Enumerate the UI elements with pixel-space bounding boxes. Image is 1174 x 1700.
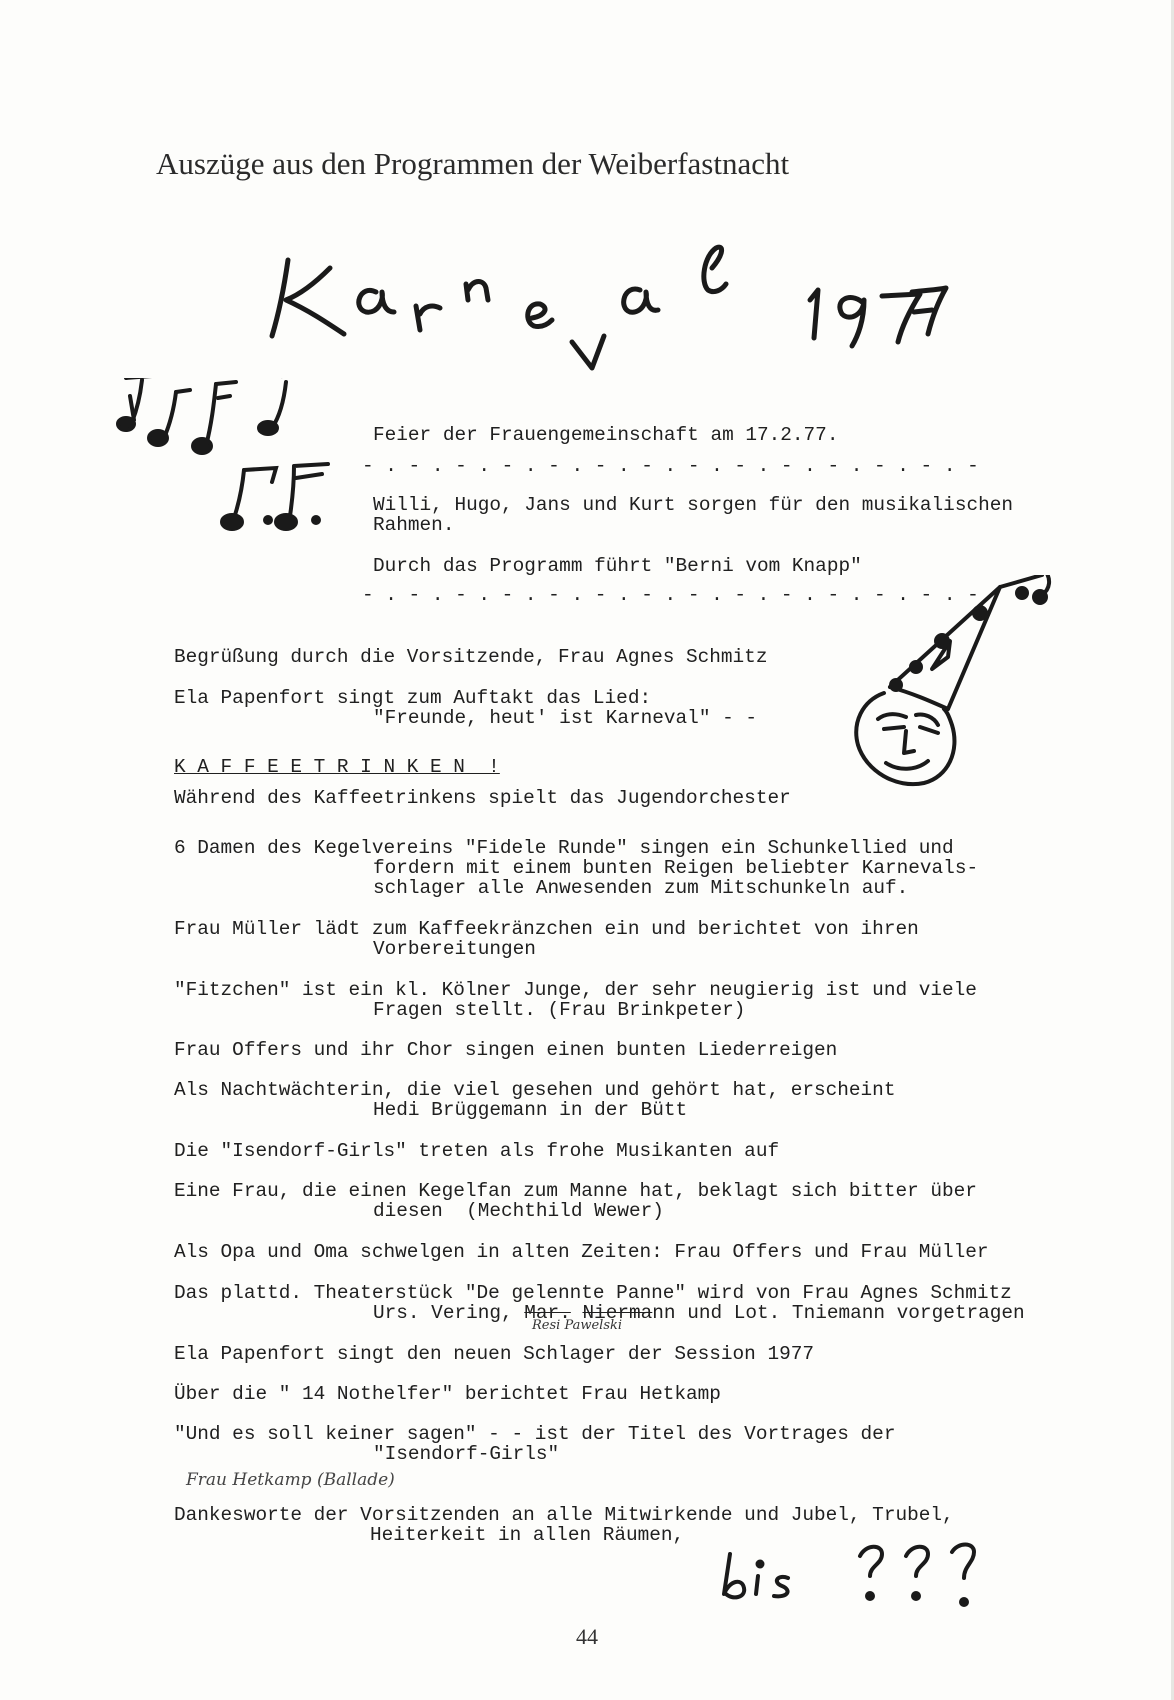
- program-danke-line-2: Heiterkeit in allen Räumen,: [370, 1524, 685, 1546]
- handwritten-margin-note: Frau Hetkamp (Ballade): [186, 1470, 395, 1490]
- struck-name-1: Mar.: [524, 1302, 571, 1324]
- program-offers: Frau Offers und ihr Chor singen einen bunten Liederreigen: [174, 1039, 838, 1061]
- program-keiner-line-1: "Und es soll keiner sagen" - - ist der Titel des Vortrages der: [174, 1423, 896, 1445]
- program-theater-line-2: [373, 1303, 1025, 1323]
- program-isendorf: Die "Isendorf-Girls" treten als frohe Musikanten auf: [174, 1140, 780, 1162]
- program-kegel-line-1: Eine Frau, die einen Kegelfan zum Manne hat, beklagt sich bitter über: [174, 1180, 977, 1202]
- music-notes-doodle: [112, 378, 362, 578]
- kaffee-heading: K A F F E E T R I N K E N !: [174, 756, 500, 778]
- handwritten-title-karneval-1977: [120, 238, 1060, 398]
- program-nacht-line-2: Hedi Brüggemann in der Bütt: [373, 1099, 688, 1121]
- program-greeting: Begrüßung durch die Vorsitzende, Frau Agnes Schmitz: [174, 646, 768, 668]
- program-opa-oma: Als Opa und Oma schwelgen in alten Zeiten: Frau Offers und Frau Müller: [174, 1241, 989, 1263]
- program-damen-line-3: schlager alle Anwesenden zum Mitschunkeln auf.: [373, 877, 909, 899]
- program-fitzchen-line-2: Fragen stellt. (Frau Brinkpeter): [373, 999, 746, 1021]
- program-mueller-line-1: Frau Müller lädt zum Kaffeekränzchen ein und berichtet von ihren: [174, 918, 919, 940]
- host-line: Durch das Programm führt "Berni vom Knapp": [373, 555, 862, 577]
- music-line-2: Rahmen.: [373, 514, 455, 536]
- program-fitzchen-line-1: "Fitzchen" ist ein kl. Kölner Junge, der sehr neugierig ist und viele: [174, 979, 977, 1001]
- program-schlager: Ela Papenfort singt den neuen Schlager der Session 1977: [174, 1343, 814, 1365]
- program-theater-line-1: Das plattd. Theaterstück "De gelennte Panne" wird von Frau Agnes Schmitz: [174, 1282, 1012, 1304]
- theater-text-a: Urs. Vering,: [373, 1302, 525, 1324]
- program-keiner-line-2: "Isendorf-Girls": [373, 1443, 560, 1465]
- program-damen-line-2: fordern mit einem bunten Reigen beliebter Karnevals-: [373, 857, 979, 879]
- event-line: Feier der Frauengemeinschaft am 17.2.77.: [373, 424, 839, 446]
- divider-line: - . - . - . - . - . - . - . - . - . - . - . - . - . -: [362, 584, 979, 606]
- page-number: 44: [576, 1624, 598, 1649]
- divider-line: - . - . - . - . - . - . - . - . - . - . - . - . - . -: [362, 455, 979, 477]
- program-mueller-line-2: Vorbereitungen: [373, 938, 536, 960]
- program-nothelfer: Über die " 14 Nothelfer" berichtet Frau Hetkamp: [174, 1383, 721, 1405]
- program-damen-line-1: 6 Damen des Kegelvereins "Fidele Runde" singen ein Schunkellied und: [174, 837, 954, 859]
- page-title: Auszüge aus den Programmen der Weiberfastnacht: [156, 146, 790, 181]
- program-ela-line-2: "Freunde, heut' ist Karneval" - -: [373, 707, 757, 729]
- program-ela-line-1: Ela Papenfort singt zum Auftakt das Lied:: [174, 687, 652, 709]
- handwritten-bis: [710, 1540, 1000, 1620]
- struck-name-2: Nierma: [582, 1302, 653, 1324]
- program-kegel-line-2: diesen (Mechthild Wewer): [373, 1200, 664, 1222]
- kaffee-text: Während des Kaffeetrinkens spielt das Jugendorchester: [174, 787, 791, 809]
- music-line-1: Willi, Hugo, Jans und Kurt sorgen für den musikalischen: [373, 494, 1013, 516]
- clown-drawing: [820, 575, 1060, 815]
- theater-text-c: nn und Lot. Tniemann vorgetragen: [652, 1302, 1025, 1324]
- program-nacht-line-1: Als Nachtwächterin, die viel gesehen und gehört hat, erscheint: [174, 1079, 896, 1101]
- handwritten-correction: Resi Pawelski: [532, 1318, 623, 1333]
- program-danke-line-1: Dankesworte der Vorsitzenden an alle Mitwirkende und Jubel, Trubel,: [174, 1504, 954, 1526]
